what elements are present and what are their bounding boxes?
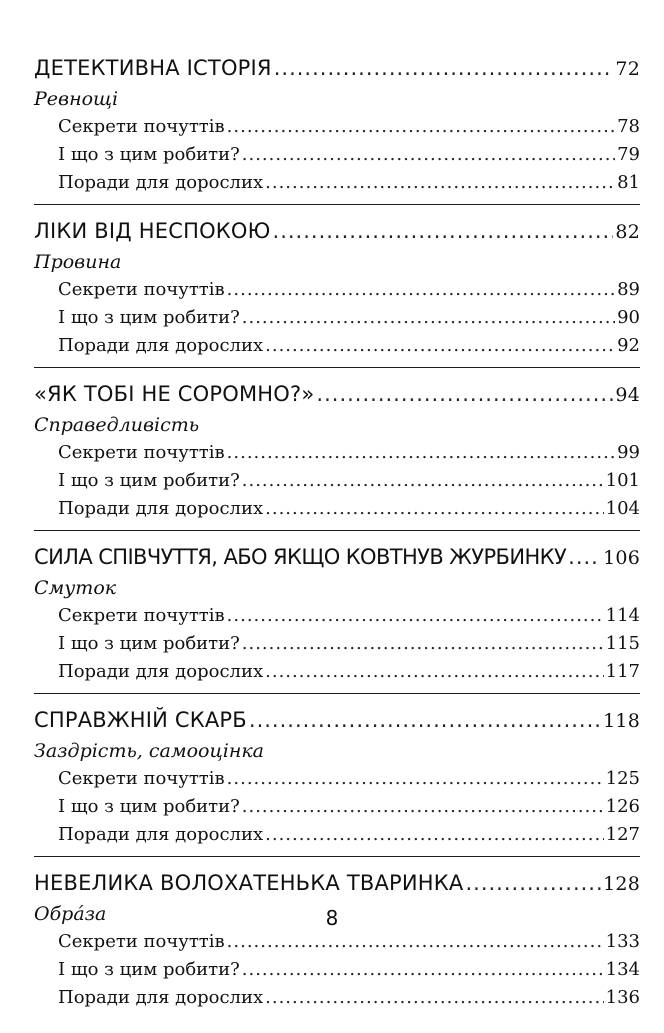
toc-section [34, 871, 640, 1019]
dot-leader [465, 871, 601, 895]
subsection-entry[interactable] [34, 144, 640, 172]
story-title: СИЛА СПІВЧУТТЯ, АБО ЯКЩО КОВТНУВ ЖУРБИНКУ [34, 545, 567, 569]
subsection-entry[interactable] [34, 796, 640, 824]
subsection-title: Секрети почуттів [58, 442, 225, 463]
subsection-page-number: 78 [617, 116, 640, 137]
dot-leader [265, 335, 615, 356]
subsection-entry[interactable] [34, 633, 640, 661]
subsection-entry[interactable] [34, 987, 640, 1015]
subsection-entry[interactable] [34, 442, 640, 470]
dot-leader [568, 545, 601, 569]
subsection-page-number: 136 [605, 987, 640, 1008]
table-of-contents [34, 56, 640, 1033]
story-page-number: 128 [603, 873, 640, 895]
dot-leader [265, 498, 604, 519]
subsection-entry[interactable] [34, 498, 640, 526]
subsection-title: Секрети почуттів [58, 768, 225, 789]
emotion-theme: Обра́за [34, 903, 107, 925]
story-page-number: 72 [615, 58, 640, 80]
subsection-page-number: 126 [605, 796, 640, 817]
subsection-page-number: 127 [605, 824, 640, 845]
subsection-title: Поради для дорослих [58, 172, 264, 193]
toc-section [34, 545, 640, 694]
subsection-title: Секрети почуттів [58, 605, 225, 626]
subsection-entry[interactable] [34, 335, 640, 363]
emotion-theme: Справедливість [34, 414, 200, 436]
subsection-entry[interactable] [34, 931, 640, 959]
subsection-title: І що з цим робити? [58, 470, 240, 491]
subsection-title: І що з цим робити? [58, 959, 240, 980]
subsection-page-number: 134 [605, 959, 640, 980]
page-number: 8 [325, 906, 339, 930]
dot-leader [227, 116, 615, 137]
subsection-page-number: 101 [605, 470, 640, 491]
dot-leader [242, 307, 615, 328]
subsection-page-number: 133 [605, 931, 640, 952]
dot-leader [316, 382, 613, 406]
emotion-theme: Заздрість, самооцінка [34, 740, 265, 762]
subsection-title: Секрети почуттів [58, 116, 225, 137]
story-entry[interactable] [34, 56, 640, 88]
subsection-page-number: 92 [617, 335, 640, 356]
subsection-entry[interactable] [34, 307, 640, 335]
dot-leader [273, 219, 614, 243]
dot-leader [227, 279, 615, 300]
dot-leader [265, 824, 604, 845]
story-entry[interactable] [34, 545, 640, 577]
subsection-title: Поради для дорослих [58, 987, 264, 1008]
story-title: НЕВЕЛИКА ВОЛОХАТЕНЬКА ТВАРИНКА [34, 871, 464, 895]
story-title: СПРАВЖНІЙ СКАРБ [34, 708, 247, 732]
dot-leader [274, 56, 614, 80]
subsection-entry[interactable] [34, 768, 640, 796]
dot-leader [265, 172, 615, 193]
dot-leader [227, 605, 604, 626]
subsection-title: Поради для дорослих [58, 661, 264, 682]
subsection-title: І що з цим робити? [58, 144, 240, 165]
emotion-theme: Ревнощі [34, 88, 119, 110]
story-title: ДЕТЕКТИВНА ІСТОРІЯ [34, 56, 272, 80]
story-page-number: 106 [603, 547, 640, 569]
story-entry[interactable] [34, 871, 640, 903]
dot-leader [242, 144, 615, 165]
subsection-page-number: 79 [617, 144, 640, 165]
story-page-number: 94 [615, 384, 640, 406]
story-entry[interactable] [34, 708, 640, 740]
subsection-title: Поради для дорослих [58, 335, 264, 356]
story-title: ЛІКИ ВІД НЕСПОКОЮ [34, 219, 271, 243]
toc-section [34, 219, 640, 368]
subsection-entry[interactable] [34, 172, 640, 200]
dot-leader [265, 987, 604, 1008]
story-title: «ЯК ТОБІ НЕ СОРОМНО?» [34, 382, 315, 406]
subsection-page-number: 90 [617, 307, 640, 328]
toc-section [34, 56, 640, 205]
subsection-page-number: 114 [605, 605, 640, 626]
dot-leader [249, 708, 601, 732]
subsection-page-number: 81 [617, 172, 640, 193]
subsection-title: Секрети почуттів [58, 279, 225, 300]
story-page-number: 118 [603, 710, 640, 732]
subsection-page-number: 125 [605, 768, 640, 789]
subsection-title: Поради для дорослих [58, 498, 264, 519]
subsection-page-number: 117 [605, 661, 640, 682]
subsection-title: І що з цим робити? [58, 796, 240, 817]
subsection-title: Секрети почуттів [58, 931, 225, 952]
subsection-entry[interactable] [34, 661, 640, 689]
toc-section [34, 382, 640, 531]
subsection-title: І що з цим робити? [58, 633, 240, 654]
subsection-title: І що з цим робити? [58, 307, 240, 328]
dot-leader [227, 768, 604, 789]
subsection-entry[interactable] [34, 470, 640, 498]
subsection-entry[interactable] [34, 605, 640, 633]
emotion-theme: Провина [34, 251, 122, 273]
subsection-page-number: 89 [617, 279, 640, 300]
subsection-page-number: 104 [605, 498, 640, 519]
dot-leader [242, 633, 604, 654]
dot-leader [227, 931, 604, 952]
dot-leader [242, 796, 604, 817]
subsection-entry[interactable] [34, 959, 640, 987]
subsection-title: Поради для дорослих [58, 824, 264, 845]
emotion-theme: Смуток [34, 577, 117, 599]
story-page-number: 82 [615, 221, 640, 243]
dot-leader [242, 470, 604, 491]
subsection-entry[interactable] [34, 279, 640, 307]
story-entry[interactable] [34, 219, 640, 251]
subsection-entry[interactable] [34, 116, 640, 144]
toc-section [34, 708, 640, 857]
subsection-page-number: 115 [605, 633, 640, 654]
story-entry[interactable] [34, 382, 640, 414]
dot-leader [227, 442, 615, 463]
subsection-entry[interactable] [34, 824, 640, 852]
dot-leader [265, 661, 604, 682]
subsection-page-number: 99 [617, 442, 640, 463]
